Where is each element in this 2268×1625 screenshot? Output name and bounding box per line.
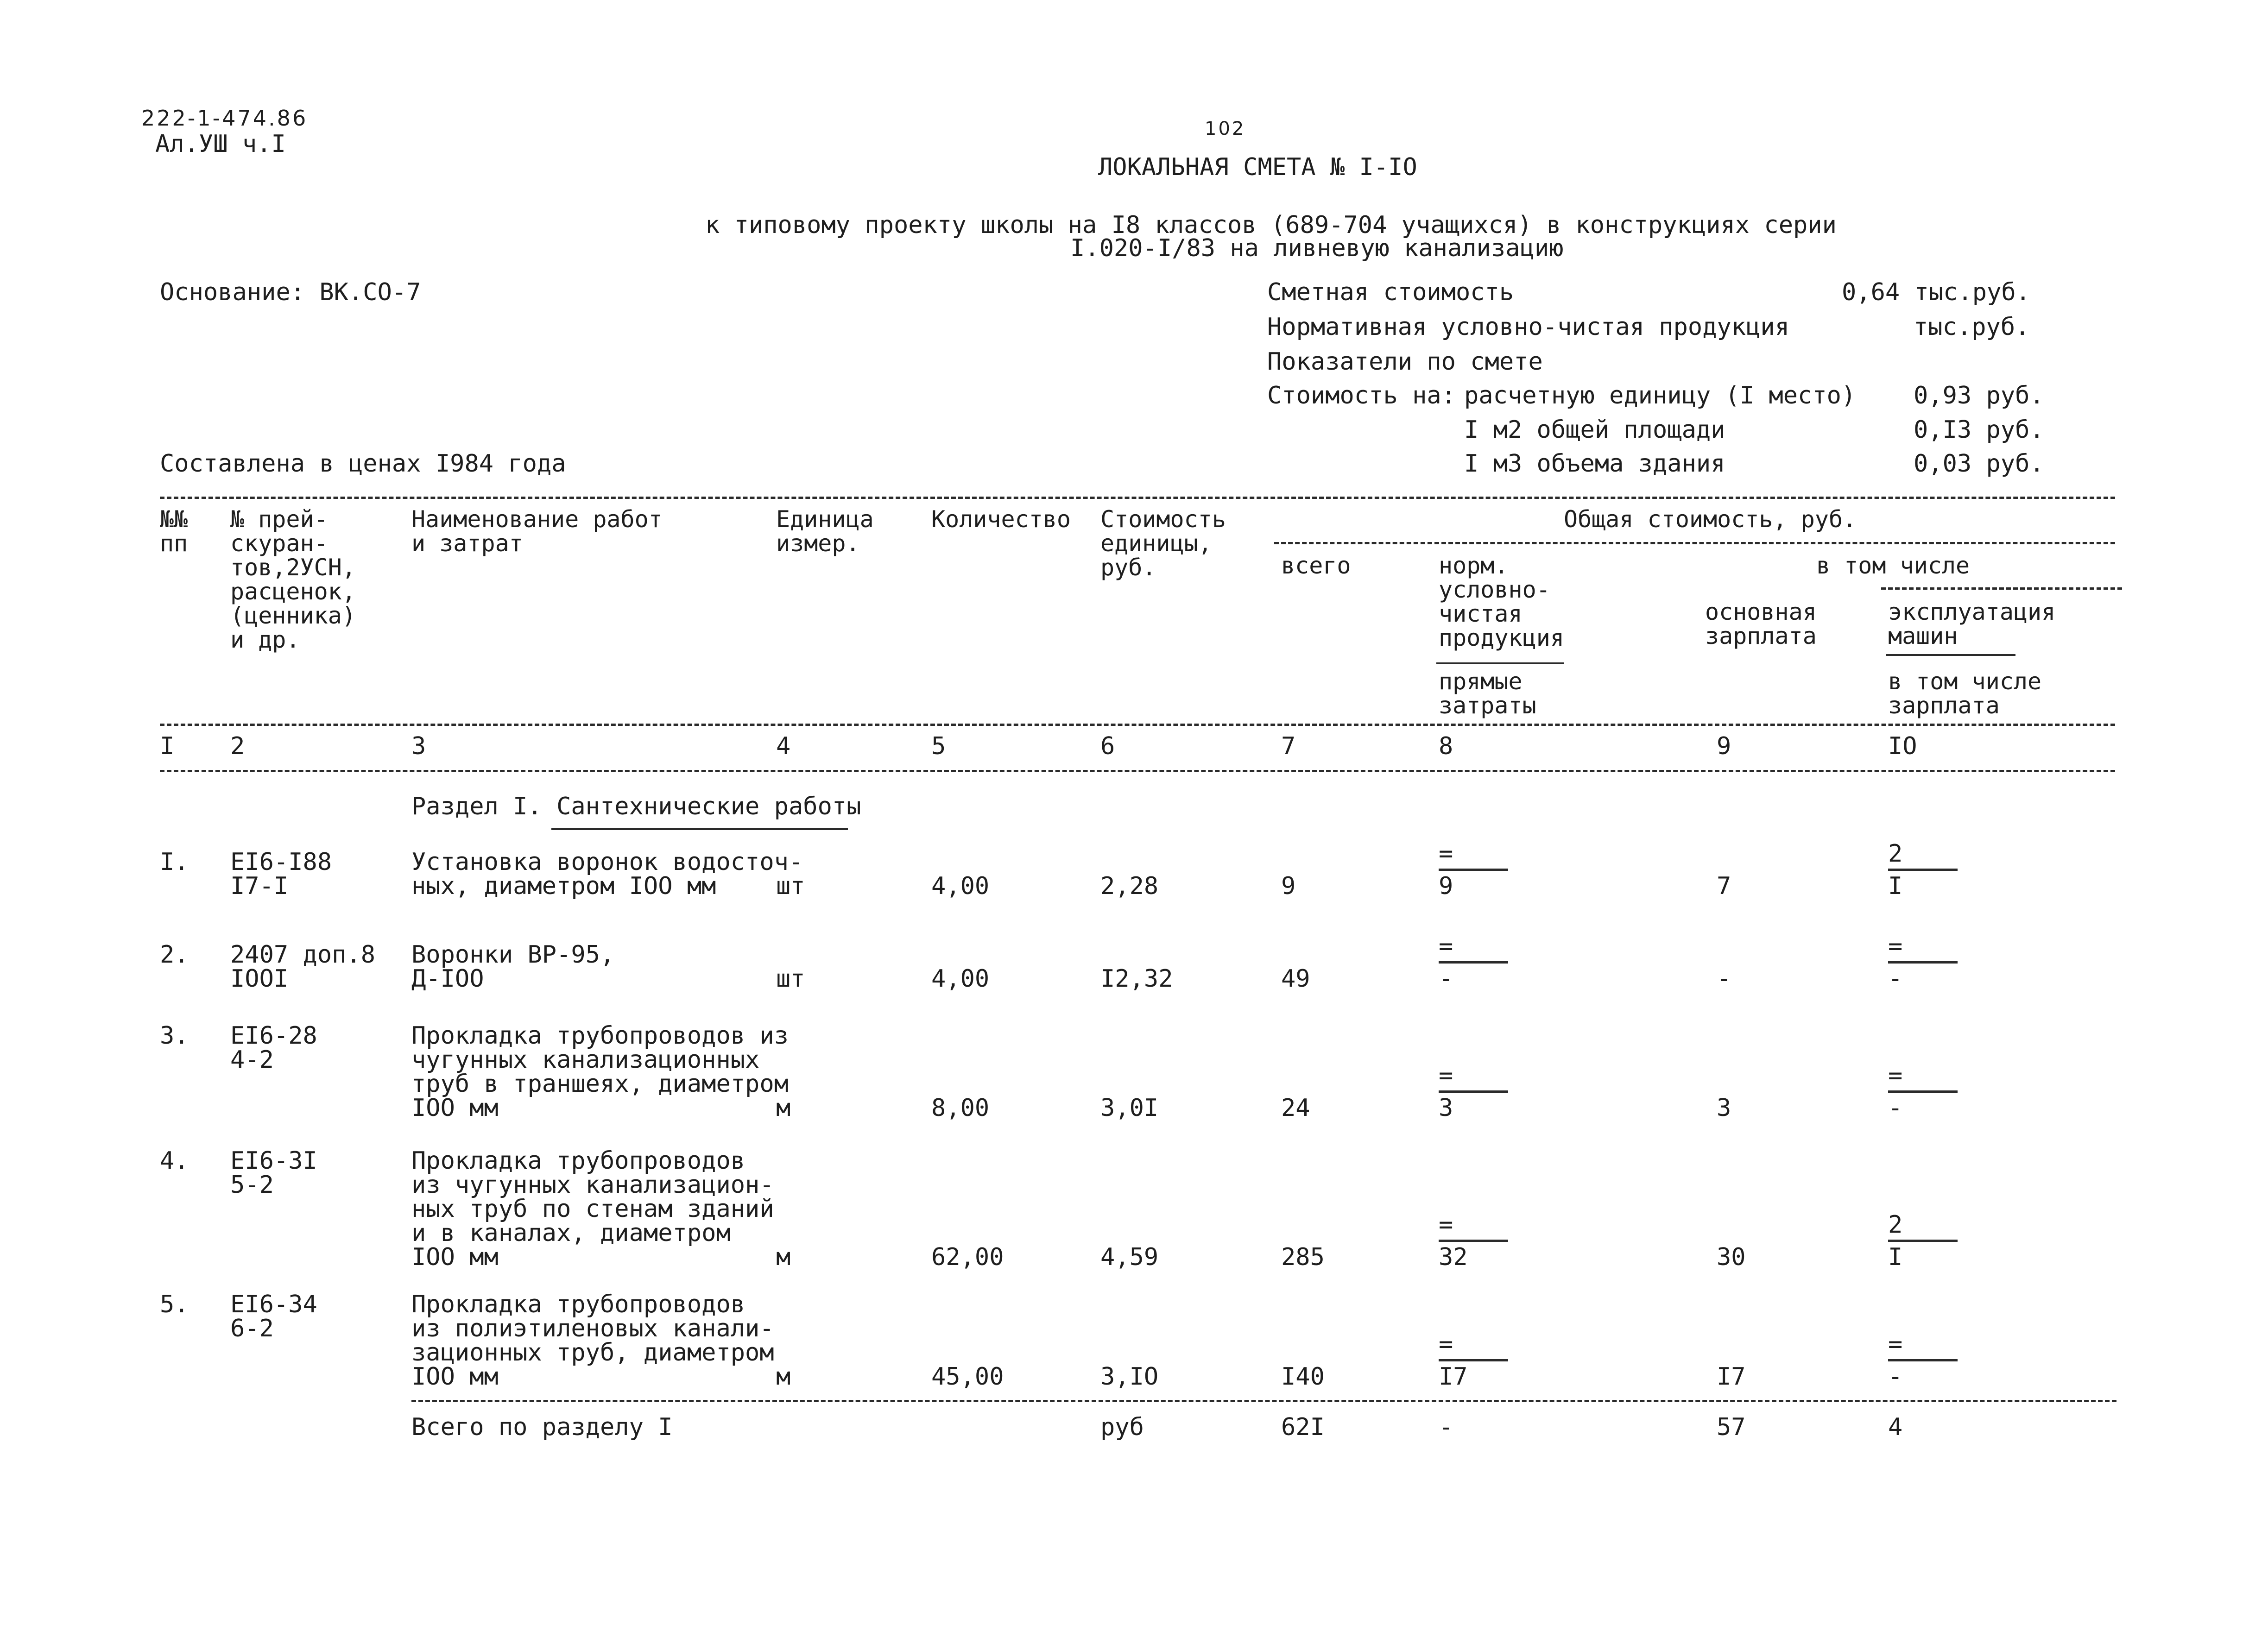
row-c8-fraction-line	[1439, 1240, 1508, 1242]
colnum-5: 5	[931, 732, 946, 760]
row-num: I.	[160, 848, 189, 876]
row-c10-bottom: I	[1888, 872, 1903, 900]
row-c9: 3	[1717, 1094, 1731, 1122]
row-c10-fraction-line	[1888, 1359, 1958, 1361]
prices-year: Составлена в ценах I984 года	[160, 450, 566, 478]
subtitle-line2: I.020-I/83 на ливневую канализацию	[1070, 234, 1564, 262]
col-header-qty: Количество	[931, 506, 1071, 533]
unit-value: 0,93 руб.	[1914, 382, 2044, 409]
basis: Основание: ВК.СО-7	[160, 278, 421, 306]
col-header-num: №№ пп	[160, 506, 188, 557]
row-c10-top: =	[1888, 1330, 1903, 1358]
c8-sub-rule	[1436, 662, 1564, 664]
row-c10-top: 2	[1888, 840, 1903, 868]
page-number: 102	[1205, 118, 1246, 139]
colnum-6: 6	[1100, 732, 1115, 760]
doc-code: 222-1-474.86	[141, 106, 308, 131]
section-total-c9: 57	[1717, 1413, 1746, 1441]
row-price: I2,32	[1100, 965, 1173, 993]
row-name: Установка воронок водосточ- ных, диаметром IOO мм	[411, 848, 803, 900]
normative-label: Нормативная условно-чистая продукция	[1267, 313, 1790, 341]
header-top-rule	[160, 497, 2115, 499]
colnum-8: 8	[1439, 732, 1453, 760]
sheet-ref: Ал.УШ ч.I	[155, 130, 286, 158]
row-code: ЕI6-28 4-2	[230, 1022, 317, 1074]
incl-rule	[1881, 587, 2122, 590]
row-total: 9	[1281, 872, 1296, 900]
row-total: 285	[1281, 1243, 1325, 1271]
section-total-label: Всего по разделу I	[411, 1413, 673, 1441]
subtitle-line1: к типовому проекту школы на I8 классов (689-704 учащихся) в конструкциях серии	[705, 211, 1837, 239]
row-total: I40	[1281, 1363, 1325, 1391]
row-c8-top: =	[1439, 1062, 1453, 1090]
colnum-1: I	[160, 732, 175, 760]
row-price: 3,0I	[1100, 1094, 1159, 1122]
col-header-c9: основная зарплата	[1705, 598, 1817, 649]
row-c10-top: 2	[1888, 1211, 1903, 1239]
row-code: ЕI6-I88 I7-I	[230, 848, 332, 900]
row-c8-bottom: I7	[1439, 1363, 1468, 1391]
row-c10-fraction-line	[1888, 869, 1958, 871]
group-rule	[1274, 542, 2115, 544]
row-qty: 4,00	[931, 965, 990, 993]
col-header-price: Стоимость единицы, руб.	[1100, 506, 1226, 581]
row-name: Прокладка трубопроводов из чугунных канализационных труб в траншеях, диаметром IOO мм	[411, 1022, 789, 1122]
col-header-code: № прей- скуран- тов,2УСН, расценок, (ценника) и др.	[230, 506, 356, 653]
row-num: 2.	[160, 941, 189, 969]
col-header-incl: в том числе	[1816, 552, 1970, 579]
row-c8-top: =	[1439, 932, 1453, 960]
page-title: ЛОКАЛЬНАЯ СМЕТА № I-IO	[1098, 153, 1417, 181]
row-code: ЕI6-3I 5-2	[230, 1147, 317, 1199]
row-name: Воронки ВР-95, Д-IOO	[411, 941, 615, 993]
row-c9: -	[1717, 965, 1731, 993]
row-price: 2,28	[1100, 872, 1159, 900]
row-unit: м	[776, 1094, 791, 1122]
row-c10-fraction-line	[1888, 1240, 1958, 1242]
row-code: ЕI6-34 6-2	[230, 1291, 317, 1342]
row-c8-fraction-line	[1439, 1359, 1508, 1361]
section-title: Раздел I. Сантехнические работы	[411, 793, 861, 820]
row-name: Прокладка трубопроводов из полиэтиленовых канали- зационных труб, диаметром IOO мм	[411, 1291, 774, 1391]
row-c8-top: =	[1439, 1330, 1453, 1358]
unit-label: расчетную единицу (I место)	[1464, 382, 1856, 409]
row-num: 5.	[160, 1291, 189, 1318]
row-unit: м	[776, 1243, 791, 1271]
cost-per-label: Стоимость на:	[1267, 382, 1456, 409]
row-total: 49	[1281, 965, 1310, 993]
row-c9: 30	[1717, 1243, 1746, 1271]
colnum-4: 4	[776, 732, 791, 760]
col-header-unit: Единица измер.	[776, 506, 874, 557]
colnum-bottom-rule	[160, 770, 2115, 772]
normative-value: тыс.руб.	[1914, 313, 2030, 341]
row-price: 4,59	[1100, 1243, 1159, 1271]
header-bottom-rule	[160, 724, 2115, 726]
row-c8-top: =	[1439, 840, 1453, 868]
row-price: 3,IO	[1100, 1363, 1159, 1391]
row-c8-bottom: 32	[1439, 1243, 1468, 1271]
colnum-7: 7	[1281, 732, 1296, 760]
colnum-2: 2	[230, 732, 245, 760]
row-unit: шт	[776, 872, 805, 900]
colnum-3: 3	[411, 732, 426, 760]
row-c9: 7	[1717, 872, 1731, 900]
col-header-total: всего	[1281, 552, 1351, 579]
row-num: 3.	[160, 1022, 189, 1050]
row-c8-fraction-line	[1439, 961, 1508, 964]
area-label: I м2 общей площади	[1464, 416, 1725, 444]
col-header-c10a: эксплуатация машин	[1888, 598, 2056, 649]
total-rule	[411, 1400, 2116, 1402]
colnum-10: IO	[1888, 732, 1917, 760]
col-header-name: Наименование работ и затрат	[411, 506, 663, 557]
row-c8-fraction-line	[1439, 1090, 1508, 1093]
row-unit: шт	[776, 965, 805, 993]
indicators-label: Показатели по смете	[1267, 348, 1543, 376]
row-c10-bottom: -	[1888, 1363, 1903, 1391]
row-c10-bottom: I	[1888, 1243, 1903, 1271]
row-c9: I7	[1717, 1363, 1746, 1391]
row-c10-top: =	[1888, 932, 1903, 960]
row-qty: 8,00	[931, 1094, 990, 1122]
row-total: 24	[1281, 1094, 1310, 1122]
row-code: 2407 доп.8 IOOI	[230, 941, 376, 993]
section-total-unit: руб	[1100, 1413, 1144, 1441]
row-qty: 4,00	[931, 872, 990, 900]
row-c10-bottom: -	[1888, 1094, 1903, 1122]
section-total-c8: -	[1439, 1413, 1453, 1441]
volume-label: I м3 объема здания	[1464, 450, 1725, 478]
row-qty: 62,00	[931, 1243, 1004, 1271]
estimated-cost-value: 0,64 тыс.руб.	[1842, 278, 2030, 306]
row-c8-bottom: 9	[1439, 872, 1453, 900]
c10-sub-rule	[1886, 654, 2015, 656]
col-header-c8b: прямые затраты	[1439, 668, 1536, 719]
col-header-total-group: Общая стоимость, руб.	[1564, 506, 1857, 533]
row-qty: 45,00	[931, 1363, 1004, 1391]
row-c8-bottom: -	[1439, 965, 1453, 993]
section-title-underline	[551, 828, 848, 830]
row-c8-bottom: 3	[1439, 1094, 1453, 1122]
row-c10-fraction-line	[1888, 961, 1958, 964]
volume-value: 0,03 руб.	[1914, 450, 2044, 478]
colnum-9: 9	[1717, 732, 1731, 760]
row-c10-fraction-line	[1888, 1090, 1958, 1093]
row-c10-top: =	[1888, 1062, 1903, 1090]
row-unit: м	[776, 1363, 791, 1391]
section-total-c10: 4	[1888, 1413, 1903, 1441]
row-c8-top: =	[1439, 1211, 1453, 1239]
row-num: 4.	[160, 1147, 189, 1175]
row-name: Прокладка трубопроводов из чугунных канализацион- ных труб по стенам зданий и в каналах, диаметром IOO мм	[411, 1147, 774, 1271]
col-header-c8a: норм. условно- чистая продукция	[1439, 552, 1564, 651]
area-value: 0,I3 руб.	[1914, 416, 2044, 444]
row-c10-bottom: -	[1888, 965, 1903, 993]
section-total-value: 62I	[1281, 1413, 1325, 1441]
estimated-cost-label: Сметная стоимость	[1267, 278, 1514, 306]
row-c8-fraction-line	[1439, 869, 1508, 871]
col-header-c10b: в том числе зарплата	[1888, 668, 2042, 719]
